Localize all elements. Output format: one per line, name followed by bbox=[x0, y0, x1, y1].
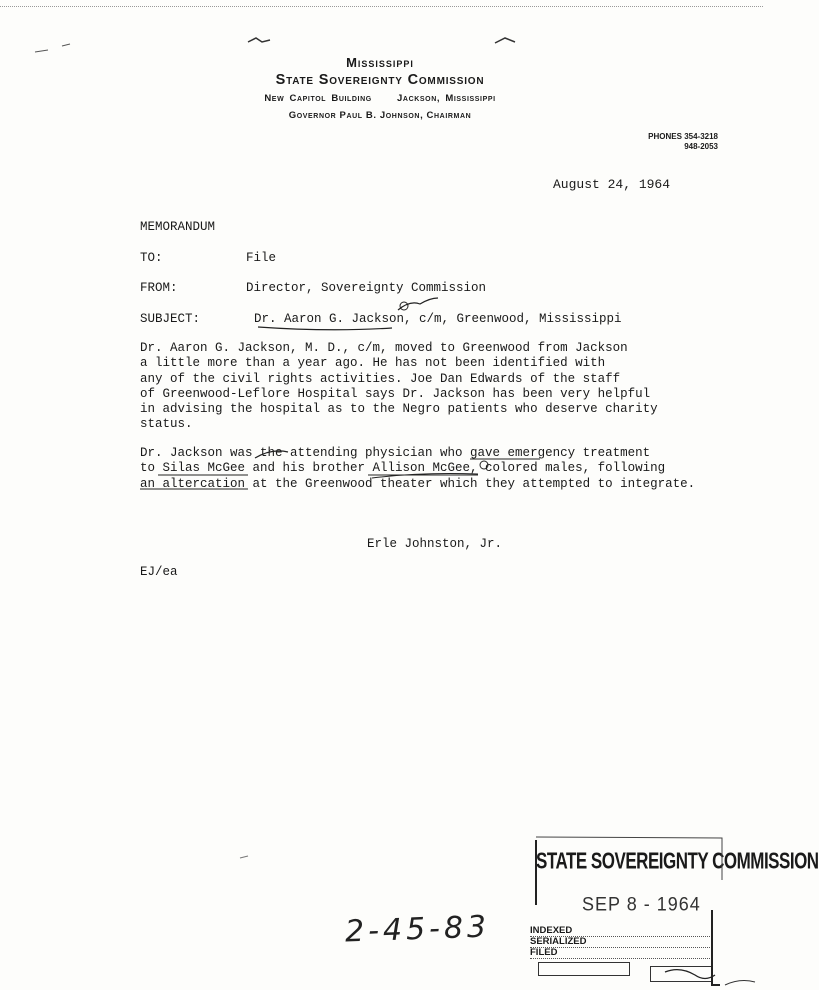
letterhead-agency: State Sovereignty Commission bbox=[275, 72, 485, 88]
stamp-top-border bbox=[536, 837, 819, 880]
letterhead-building: New Capitol Building bbox=[264, 93, 372, 104]
letterhead-city: Jackson, Mississippi bbox=[397, 93, 496, 104]
phone-1: 354-3218 bbox=[684, 132, 718, 141]
typist-initials: EJ/ea bbox=[140, 565, 178, 579]
stray-mark bbox=[240, 856, 248, 858]
memo-heading: MEMORANDUM bbox=[140, 220, 216, 234]
from-label: FROM: bbox=[140, 281, 178, 295]
subject-underline bbox=[258, 327, 392, 330]
margin-marks bbox=[35, 44, 70, 52]
subject-pen-mark bbox=[398, 298, 438, 310]
memo-date: August 24, 1964 bbox=[553, 177, 671, 192]
stamp-filed: FILED bbox=[530, 948, 712, 959]
letterhead-chairman: Governor Paul B. Johnson, Chairman bbox=[288, 110, 472, 121]
corner-scribble bbox=[725, 981, 755, 985]
strike-theater-which bbox=[372, 474, 478, 479]
paragraph-2: Dr. Jackson was the attending physician who gave emergency treatment to Silas McGee and his brother Allison McGee, colored males, following an altercation at the Greenwood theater which they attempted to integrate. bbox=[140, 446, 696, 491]
phone-2: 948-2053 bbox=[684, 142, 718, 151]
letterhead-mark-left bbox=[248, 38, 270, 42]
strike-the bbox=[255, 451, 288, 458]
to-value: File bbox=[246, 251, 277, 265]
phones-label: PHONES bbox=[648, 132, 682, 141]
stamp-date: SEP 8 - 1964 bbox=[582, 892, 701, 915]
stamp-title: STATE SOVEREIGNTY COMMISSION bbox=[536, 848, 819, 874]
subject-value: Dr. Aaron G. Jackson, c/m, Greenwood, Mississippi bbox=[254, 312, 622, 326]
letterhead-mark-right bbox=[495, 38, 515, 43]
letterhead-state: Mississippi bbox=[346, 55, 414, 70]
stamp-serialized: SERIALIZED bbox=[530, 937, 712, 948]
stamp-initials bbox=[665, 970, 715, 979]
stamp-indexed: INDEXED bbox=[530, 926, 712, 937]
signature: Erle Johnston, Jr. bbox=[367, 537, 503, 551]
paragraph-1: Dr. Aaron G. Jackson, M. D., c/m, moved to Greenwood from Jackson a little more than a year ago. He has not been identified with any of the civil rights activities. Joe Dan Edwards of the staff of Greenwood-Leflore Hospital says Dr. Jackson has been very helpful in advising the hospital as to the Negro patients who deserve charity status. bbox=[140, 341, 658, 432]
comma-circle bbox=[480, 461, 488, 469]
from-value: Director, Sovereignty Commission bbox=[246, 281, 487, 295]
stamp-right-border bbox=[712, 910, 720, 985]
to-label: TO: bbox=[140, 251, 163, 265]
subject-label: SUBJECT: bbox=[140, 312, 201, 326]
handwritten-file-number: 2-45-83 bbox=[344, 909, 491, 950]
